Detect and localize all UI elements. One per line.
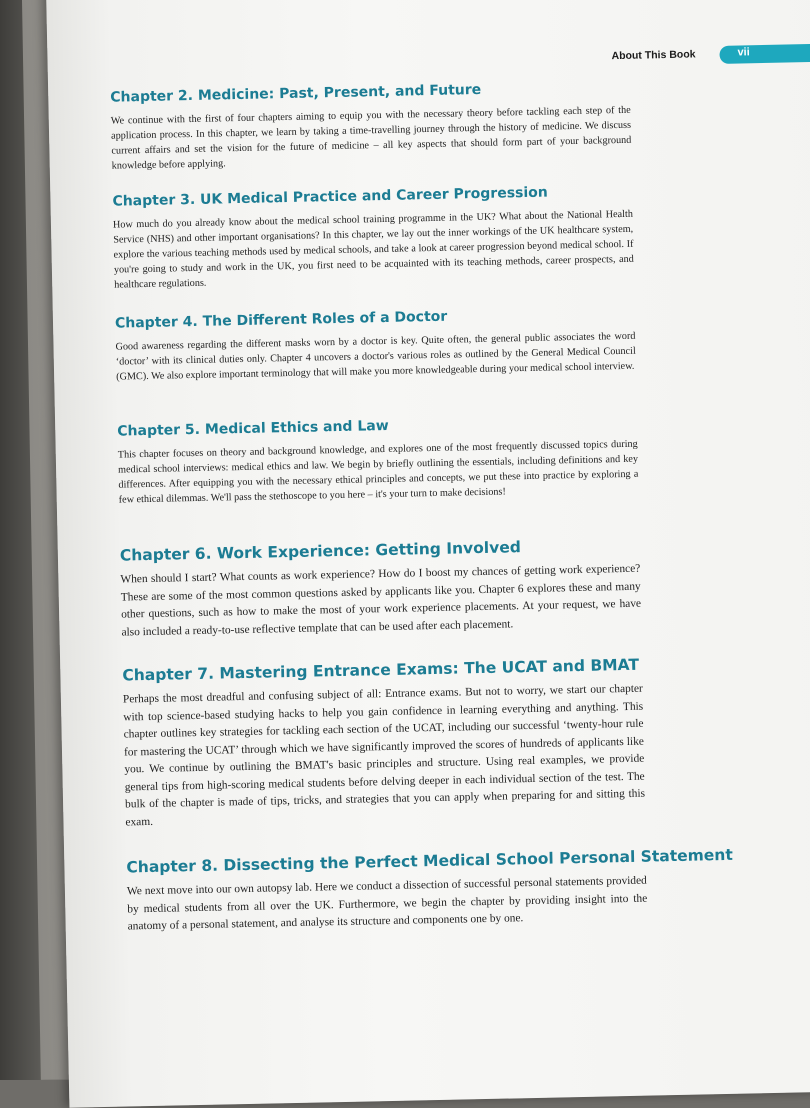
chapter-title: Chapter 2. Medicine: Past, Present, and Future bbox=[110, 81, 482, 106]
chapter-description: We next move into our own autopsy lab. Here we conduct a dissection of successful personal statements provided by medical students from all over the UK. Furthermore, we begin the chapter by providing insight into the anatomy of a personal statement, and analyse its structure and components one by one. bbox=[126, 874, 648, 933]
chapter-7-section bbox=[122, 656, 645, 832]
chapter-description: When should I start? What counts as work experience? How do I boost my chances of getting work experience? These are some of the most common questions asked by applicants like you. Chapter 6 explores these and many other questions, such as how to make the most of your work experience placements. At your request, we have also included a ready-to-use reflective template that can be used after each placement. bbox=[120, 562, 642, 639]
running-header bbox=[415, 43, 810, 72]
chapter-description: This chapter focuses on theory and background knowledge, and explores one of the most frequently discussed topics during medical school interviews: medical ethics and law. We begin by briefly outlining the essentials, including definitions and key differences. After equipping you with the necessary ethical principles and concepts, we put these into practice by exploring a few ethical dilemmas. We'll pass the stethoscope to you here – it's your turn to make decisions! bbox=[117, 438, 639, 506]
page-number-tab bbox=[719, 43, 810, 64]
page-number: vii bbox=[737, 46, 750, 59]
chapter-description: How much do you already know about the medical school training programme in the UK? What about the National Health Service (NHS) and other important organisations? In this chapter, we lay out the inner workings of the UK healthcare system, explore the various teaching methods used by medical schools, and take a look at career progression beyond medical school. If you're going to study and work in the UK, you first need to be acquainted with its teaching methods, career prospects, and healthcare regulations. bbox=[112, 208, 634, 291]
chapter-description: Perhaps the most dreadful and confusing subject of all: Entrance exams. But not to worry, we start our chapter with top science-based studying hacks to help you gain confidence in learning everything and anything. This chapter outlines key strategies for tackling each section of the UCAT, including our successful ‘twenty-hour rule for mastering the UCAT’ through which we have significantly improved the scores of hundreds of applicants like you. We continue by outlining the BMAT's basic principles and structure. Using real examples, we provide general tips from high-scoring medical students before delving deeper in each individual section of the test. The bulk of the chapter is made of tips, tricks, and strategies that you can apply when preparing for and sitting this exam. bbox=[122, 682, 646, 829]
chapter-title: Chapter 5. Medical Ethics and Law bbox=[117, 417, 389, 440]
chapter-6-section bbox=[120, 536, 642, 642]
chapter-title: Chapter 4. The Different Roles of a Doctor bbox=[114, 308, 448, 332]
chapter-description: We continue with the first of four chapters aiming to equip you with the necessary theory before tackling each step of the application process. In this chapter, we learn by taking a time-travelling journey through the history of medicine. We discuss current affairs and set the vision for the future of medicine – all key aspects that should form part of your background knowledge before applying. bbox=[110, 104, 632, 172]
running-header-title: About This Book bbox=[611, 48, 696, 63]
chapter-4-section bbox=[115, 304, 636, 385]
chapter-title: Chapter 6. Work Experience: Getting Involved bbox=[119, 538, 522, 565]
book-page bbox=[46, 0, 810, 1108]
chapter-description: Good awareness regarding the different masks worn by a doctor is key. Quite often, the general public associates the word ‘doctor’ with its clinical duties only. Chapter 4 uncovers a doctor's various roles as outlined by the General Medical Council (GMC). We also explore important terminology that will make you more knowledgeable during your medical school interview. bbox=[115, 330, 636, 383]
chapter-3-section bbox=[112, 182, 634, 293]
chapter-title: Chapter 8. Dissecting the Perfect Medical School Personal Statement bbox=[126, 845, 733, 877]
chapter-title: Chapter 3. UK Medical Practice and Career Progression bbox=[112, 184, 548, 210]
chapter-2-section bbox=[110, 78, 632, 174]
chapter-5-section bbox=[117, 412, 639, 508]
chapter-8-section bbox=[126, 845, 733, 936]
chapter-title: Chapter 7. Mastering Entrance Exams: The UCAT and BMAT bbox=[122, 655, 640, 685]
